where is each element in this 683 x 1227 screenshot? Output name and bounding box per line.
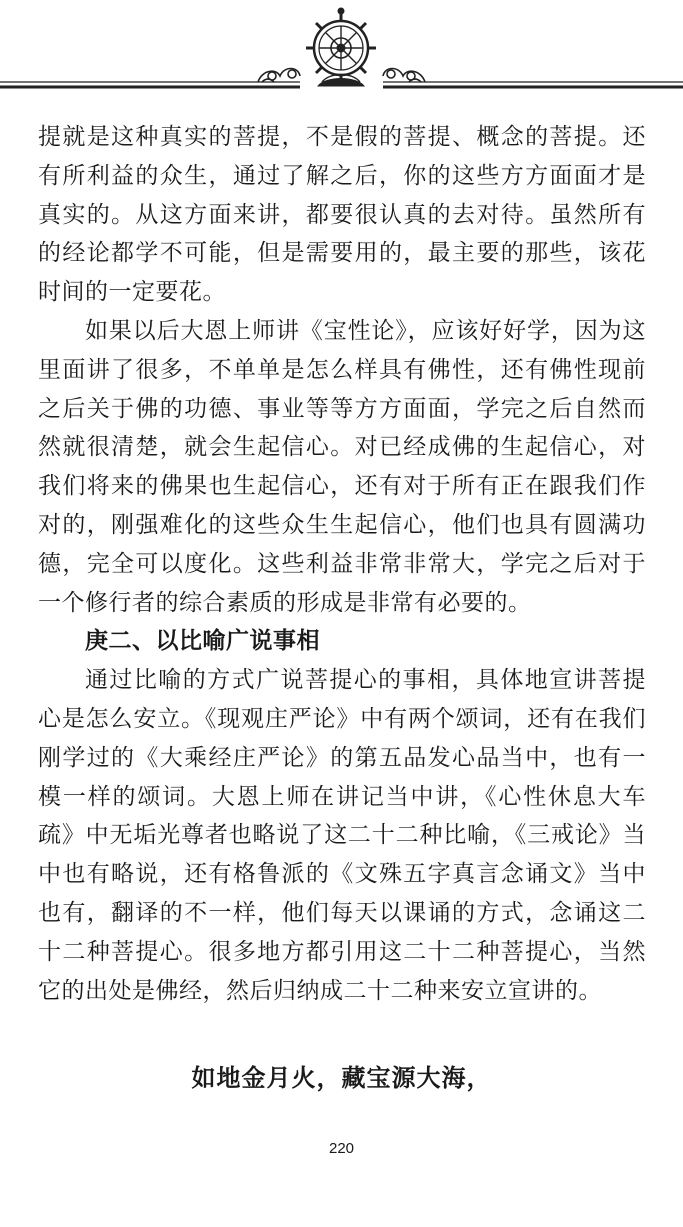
- body-paragraph: 通过比喻的方式广说菩提心的事相，具体地宣讲菩提心是怎么安立。《现观庄严论》中有两个颂词，还有在我们刚学过的《大乘经庄严论》的第五品发心品当中，也有一模一样的颂词。大恩上师在讲记当中讲，《心性休息大车疏》中无垢光尊者也略说了这二十二种比喻，《三戒论》当中也有略说，还有格鲁派的《文殊五字真言念诵文》当中也有，翻译的不一样，他们每天以课诵的方式，念诵这二十二种菩提心。很多地方都引用这二十二种菩提心，当然它的出处是佛经，然后归纳成二十二种来安立宣讲的。: [38, 667, 646, 1004]
- header-ornament: [0, 0, 683, 110]
- page-number: 220: [328, 1140, 355, 1157]
- cloud-scroll-icon: [258, 69, 300, 83]
- page-body: [38, 118, 646, 1010]
- body-paragraph: 提就是这种真实的菩提，不是假的菩提、概念的菩提。还有所利益的众生，通过了解之后，你的这些方方面面才是真实的。从这方面来讲，都要很认真的去对待。虽然所有的经论都学不可能，但是需要用的，最主要的那些，该花时间的一定要花。: [38, 124, 646, 306]
- body-paragraph: 如果以后大恩上师讲《宝性论》，应该好好学，因为这里面讲了很多，不单单是怎么样具有佛性，还有佛性现前之后关于佛的功德、事业等等方方面面，学完之后自然而然就很清楚，就会生起信心。对已经成佛的生起信心，对我们将来的佛果也生起信心，还有对于所有正在跟我们作对的，刚强难化的这些众生生起信心，他们也具有圆满功德，完全可以度化。这些利益非常非常大，学完之后对于一个修行者的综合素质的形成是非常有必要的。: [38, 317, 646, 616]
- page-header: [0, 0, 683, 110]
- cloud-scroll-icon: [383, 69, 425, 83]
- verse-line: 如地金月火，藏宝源大海，: [191, 1064, 492, 1092]
- dharma-wheel-icon: [306, 8, 376, 86]
- section-heading: 庚二、以比喻广说事相: [85, 627, 320, 655]
